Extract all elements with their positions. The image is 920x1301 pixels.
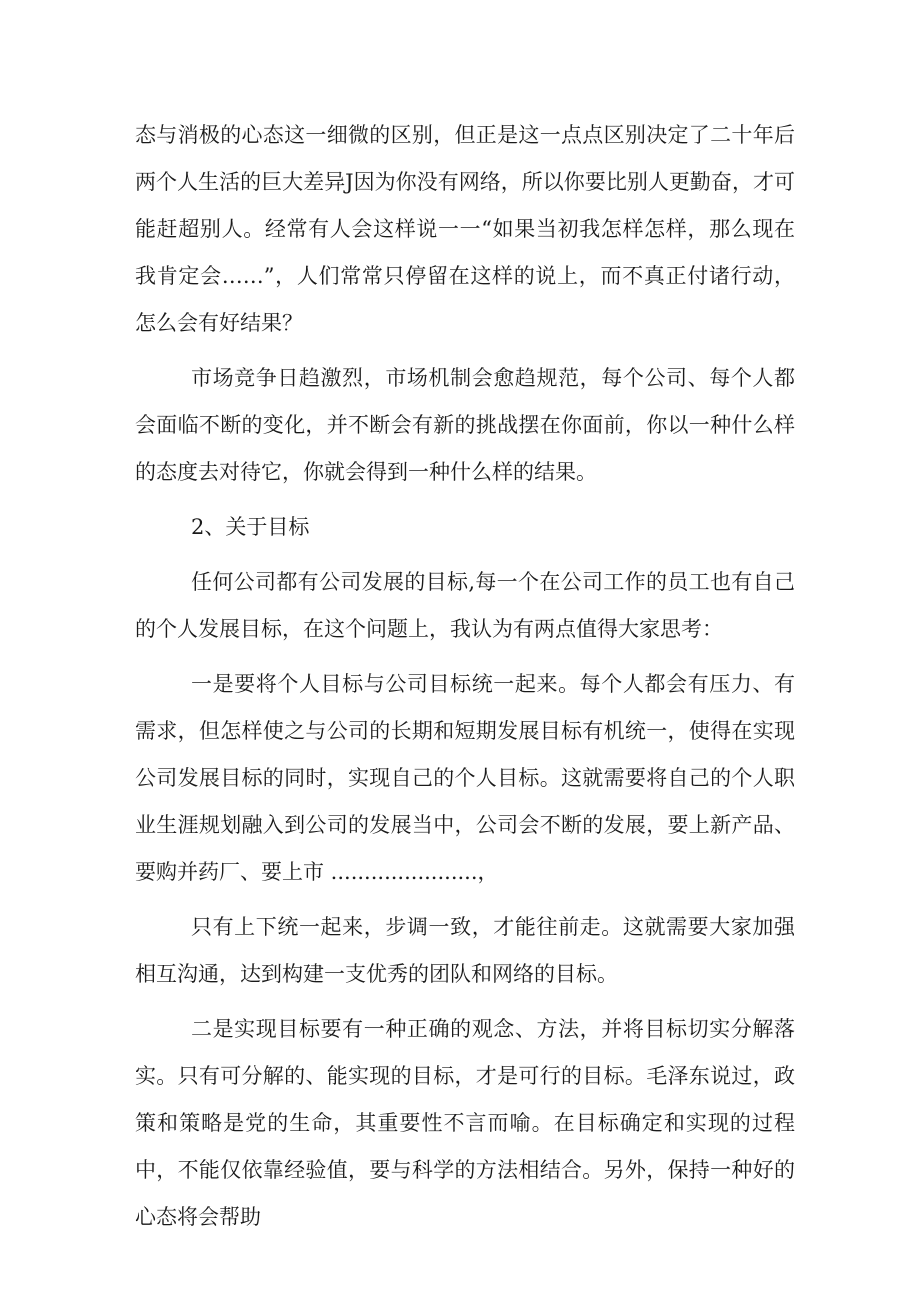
paragraph-market-competition: 市场竞争日趋激烈，市场机制会愈趋规范，每个公司、每个人都会面临不断的变化，并不断会有新的挑战摆在你面前，你以一种什么样的态度去对待它，你就会得到一种什么样的结果。 <box>135 366 795 484</box>
paragraph-point-one: 一是要将个人目标与公司目标统一起来。每个人都会有压力、有需求，但怎样使之与公司的长期和短期发展目标有机统一，使得在实现公司发展目标的同时，实现自己的个人目标。这就需要将自己的个人职业生涯规划融入到公司的发展当中，公司会不断的发展，要上新产品、要购并药厂、要上市 ......................， <box>135 672 795 884</box>
section-heading-goals: 2、关于目标 <box>191 515 310 539</box>
paragraph-continuation: 态与消极的心态这一细微的区别，但正是这一点点区别决定了二十年后两个人生活的巨大差异J因为你没有网络，所以你要比别人更勤奋，才可能赶超别人。经常有人会这样说一一“如果当初我怎样怎样，那么现在我肯定会……”，人们常常只停留在这样的说上，而不真正付诸行动，怎么会有好结果？ <box>135 123 795 335</box>
document-body <box>135 112 795 1249</box>
paragraph-point-two: 二是实现目标要有一种正确的观念、方法，并将目标切实分解落实。只有可分解的、能实现的目标，才是可行的目标。毛泽东说过，政策和策略是党的生命，其重要性不言而喻。在目标确定和实现的过程中，不能仅依靠经验值，要与科学的方法相结合。另外，保持一种好的心态将会帮助 <box>135 1017 795 1229</box>
paragraph-unity: 只有上下统一起来，步调一致，才能往前走。这就需要大家加强相互沟通，达到构建一支优秀的团队和网络的目标。 <box>135 915 795 986</box>
paragraph-company-goals: 任何公司都有公司发展的目标,每一个在公司工作的员工也有自己的个人发展目标，在这个问题上，我认为有两点值得大家思考： <box>135 570 795 641</box>
